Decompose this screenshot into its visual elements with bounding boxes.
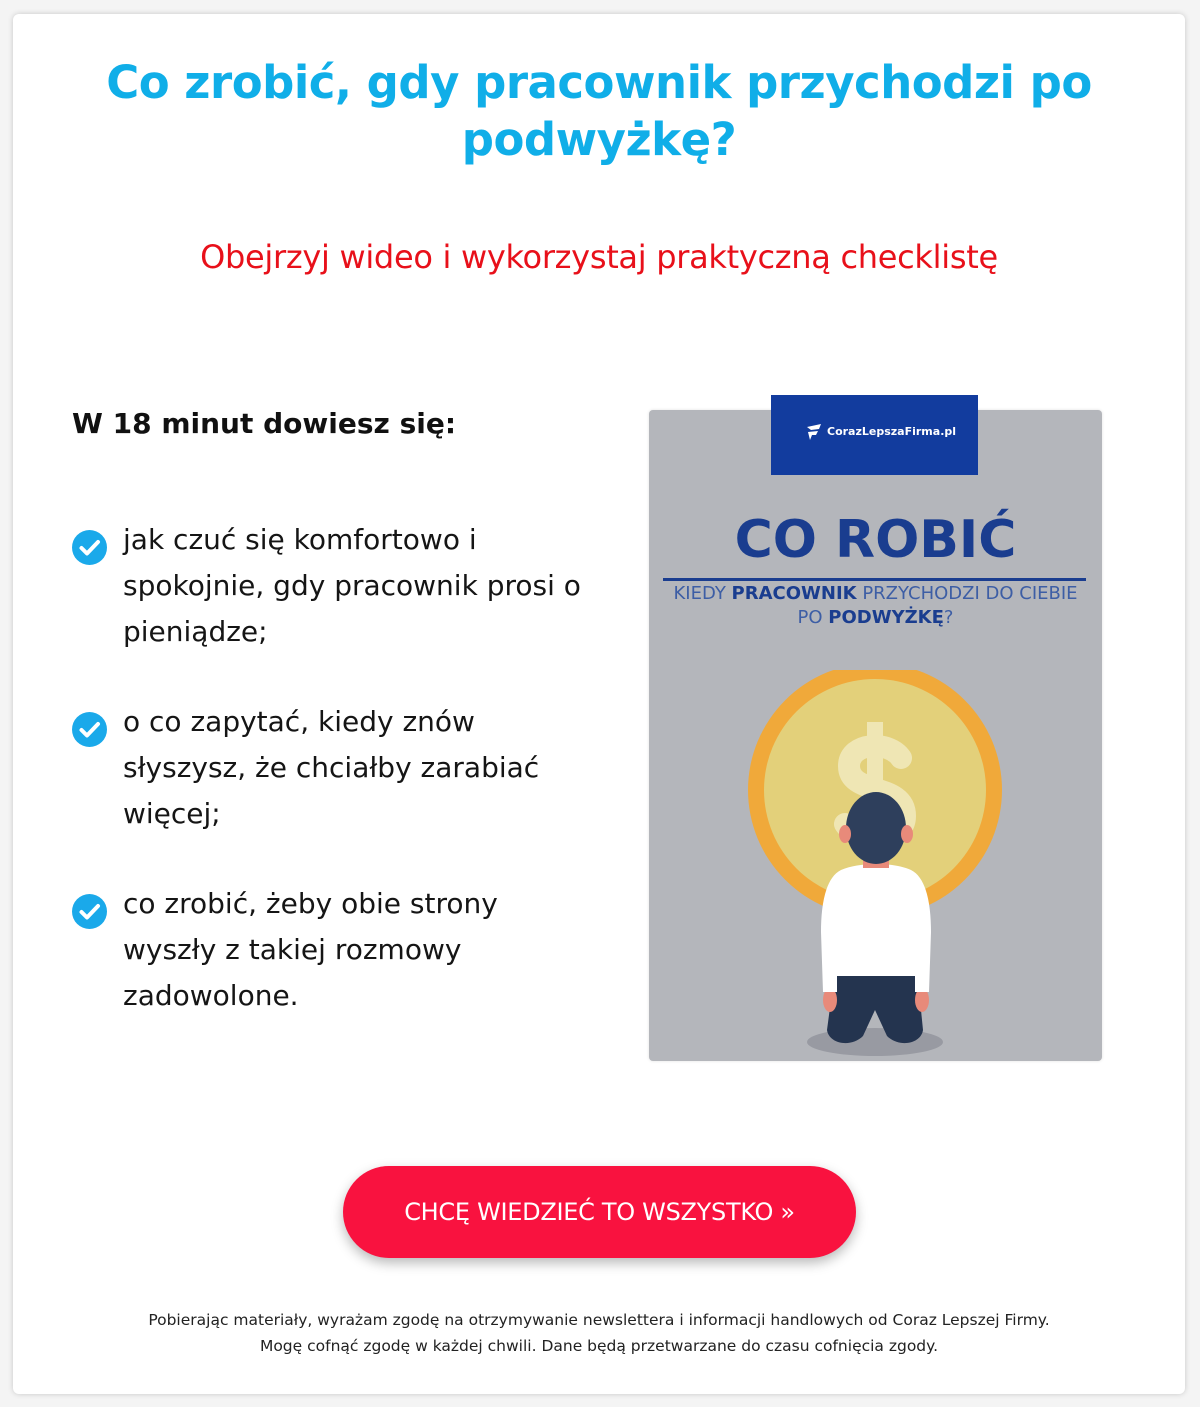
page-subtitle: Obejrzyj wideo i wykorzystaj praktyczną checklistę bbox=[200, 238, 998, 276]
ebook-title: CO ROBIĆ bbox=[734, 510, 1017, 570]
benefit-text: o co zapytać, kiedy znów słyszysz, że chciałby zarabiać więcej; bbox=[123, 705, 540, 830]
coin-employee-illustration bbox=[649, 670, 1102, 1061]
consent-disclaimer bbox=[73, 1307, 1125, 1359]
list-item bbox=[72, 517, 592, 655]
benefit-list bbox=[72, 517, 592, 1063]
optin-card bbox=[13, 14, 1185, 1394]
ebook-divider bbox=[663, 578, 1086, 581]
cta-button[interactable]: CHCĘ WIEDZIEĆ TO WSZYSTKO » bbox=[343, 1166, 856, 1258]
benefit-text: co zrobić, żeby obie strony wyszły z takiej rozmowy zadowolone. bbox=[123, 887, 498, 1012]
check-circle-icon bbox=[72, 530, 107, 565]
list-item bbox=[72, 881, 592, 1019]
ebook-brand-bar bbox=[771, 395, 978, 475]
check-circle-icon bbox=[72, 712, 107, 747]
disclaimer-line-1: Pobierając materiały, wyrażam zgodę na otrzymywanie newslettera i informacji handlowych od Coraz Lepszej Firmy. bbox=[148, 1311, 1050, 1329]
brand-logo-icon bbox=[805, 423, 823, 441]
benefit-text: jak czuć się komfortowo i spokojnie, gdy pracownik prosi o pieniądze; bbox=[123, 523, 581, 648]
ebook-subtitle: KIEDY PRACOWNIK PRZYCHODZI DO CIEBIE PO PODWYŻKĘ? bbox=[673, 583, 1078, 628]
brand-logo-text: CorazLepszaFirma.pl bbox=[827, 425, 957, 438]
page-title: Co zrobić, gdy pracownik przychodzi po podwyżkę? bbox=[106, 56, 1092, 166]
learn-heading: W 18 minut dowiesz się: bbox=[72, 407, 457, 440]
ebook-cover bbox=[649, 410, 1102, 1061]
list-item bbox=[72, 699, 592, 837]
check-circle-icon bbox=[72, 894, 107, 929]
disclaimer-line-2: Mogę cofnąć zgodę w każdej chwili. Dane będą przetwarzane do czasu cofnięcia zgody. bbox=[259, 1337, 939, 1355]
